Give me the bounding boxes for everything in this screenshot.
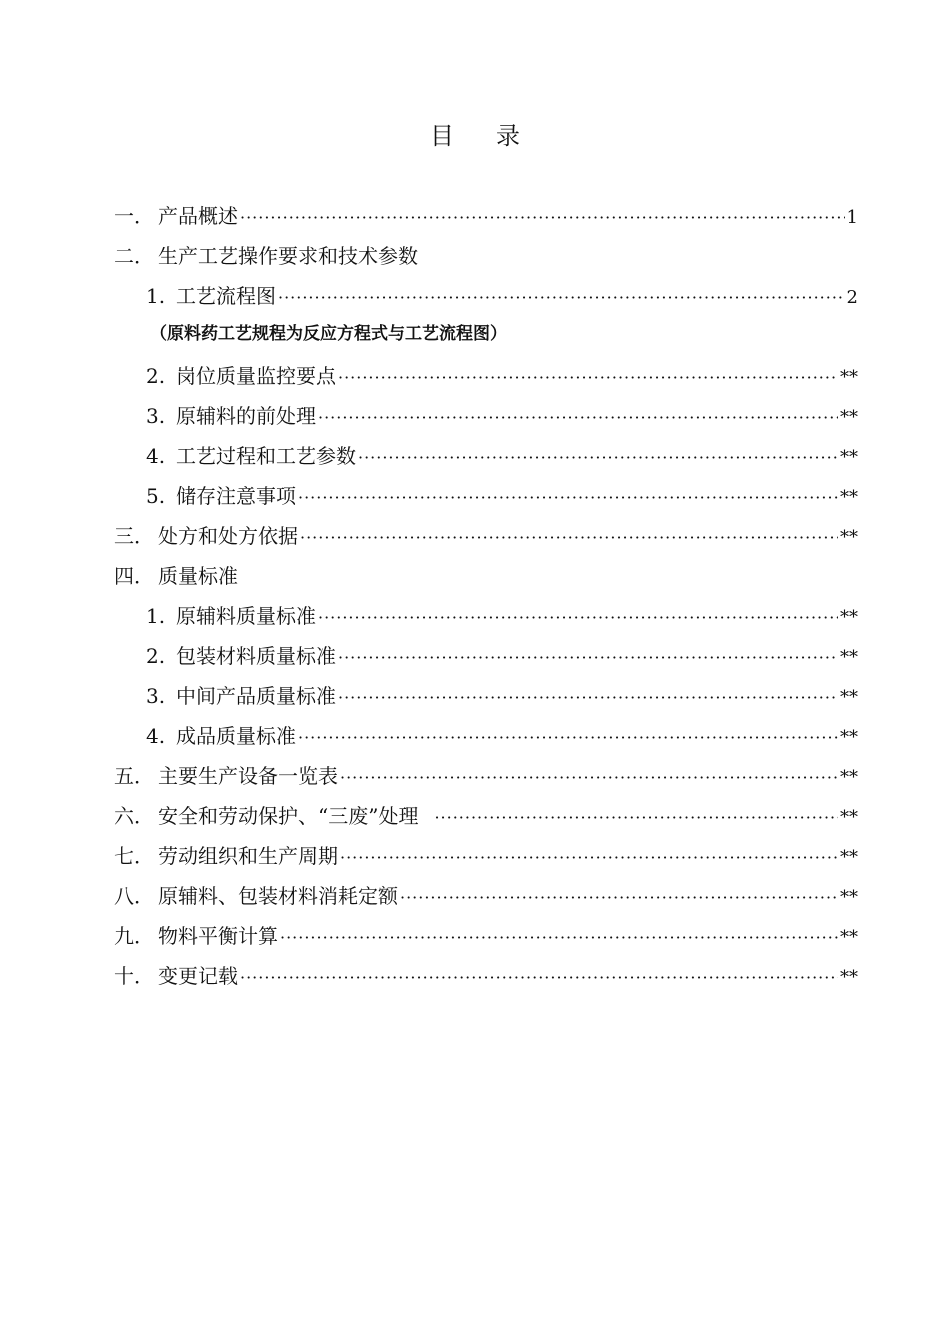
toc-entry-number: 六．	[114, 804, 154, 828]
toc-leader-dots	[318, 598, 838, 638]
toc-entry-page: **	[840, 487, 858, 508]
toc-entry	[114, 556, 858, 596]
toc-entry-number: 2.	[146, 644, 166, 668]
toc-entry-page: **	[840, 887, 858, 908]
toc-entry-label: 原辅料、包装材料消耗定额	[158, 884, 398, 908]
toc-entry-number: 五．	[114, 764, 154, 788]
toc-entry-number: 1.	[146, 284, 166, 308]
toc-entry-label: 安全和劳动保护、“三废”处理	[158, 804, 419, 828]
toc-entry	[146, 716, 858, 756]
toc-entry-number: 3.	[146, 404, 166, 428]
toc-entry-page: **	[840, 407, 858, 428]
toc-leader-dots	[240, 958, 838, 998]
toc-entry-label: 质量标准	[158, 564, 238, 588]
toc-entry-number: 1.	[146, 604, 166, 628]
toc-entry	[146, 676, 858, 716]
toc-entry-page: **	[840, 527, 858, 548]
toc-entry-label: 中间产品质量标准	[176, 684, 336, 708]
toc-entry-label: 物料平衡计算	[158, 924, 278, 948]
toc-entry	[146, 596, 858, 636]
toc-entry-page: **	[840, 727, 858, 748]
toc-entry-label: 主要生产设备一览表	[158, 764, 338, 788]
toc-entry-page: **	[840, 607, 858, 628]
toc-entry	[114, 836, 858, 876]
toc-entry	[146, 276, 858, 316]
toc-leader-dots	[280, 918, 838, 958]
toc-leader-dots	[278, 278, 845, 318]
toc-entry	[114, 196, 858, 236]
toc-entry-page: **	[840, 687, 858, 708]
toc-entry-label: 产品概述	[158, 204, 238, 228]
toc-entry-page: **	[840, 967, 858, 988]
toc-entry-label: 变更记载	[158, 964, 238, 988]
toc-entry-number: 九．	[114, 924, 154, 948]
toc-title-char-2: 录	[496, 122, 520, 150]
toc-leader-dots	[434, 798, 838, 838]
toc-entry-label: 工艺过程和工艺参数	[176, 444, 356, 468]
toc-entry	[114, 516, 858, 556]
toc-entry-label: 劳动组织和生产周期	[158, 844, 338, 868]
toc-entry-label: 成品质量标准	[176, 724, 296, 748]
toc-entry-number: 二．	[114, 244, 154, 268]
toc-entry	[114, 876, 858, 916]
toc-entry	[114, 756, 858, 796]
toc-entry-page: 2	[846, 287, 858, 308]
toc-entry-page: **	[840, 807, 858, 828]
toc-leader-dots	[298, 718, 838, 758]
toc-leader-dots	[358, 438, 838, 478]
toc-entry-number: 八．	[114, 884, 154, 908]
toc-leader-dots	[338, 358, 838, 398]
toc-entry	[146, 476, 858, 516]
toc-entry	[146, 396, 858, 436]
toc-leader-dots	[338, 638, 838, 678]
toc-entry-number: 2.	[146, 364, 166, 388]
toc-leader-dots	[340, 758, 838, 798]
toc-entry-number: 三．	[114, 524, 154, 548]
toc-leader-dots	[240, 198, 845, 238]
toc-entry-number: 四．	[114, 564, 154, 588]
toc-entry-label: 处方和处方依据	[158, 524, 298, 548]
toc-entry-number: 十．	[114, 964, 154, 988]
toc-leader-dots	[340, 838, 838, 878]
toc-entry-label: 工艺流程图	[176, 284, 276, 308]
toc-entry	[146, 636, 858, 676]
toc-entry-number: 七．	[114, 844, 154, 868]
toc-entry-label: 储存注意事项	[176, 484, 296, 508]
toc-entry-number: 3.	[146, 684, 166, 708]
toc-title	[0, 116, 950, 151]
toc-entry	[146, 356, 858, 396]
toc-title-char-1: 目	[430, 122, 454, 150]
toc-entry	[114, 916, 858, 956]
toc-entry-label: 包装材料质量标准	[176, 644, 336, 668]
toc-entry-label: 生产工艺操作要求和技术参数	[158, 244, 418, 268]
toc-entry	[114, 796, 858, 836]
toc-entry-label: 岗位质量监控要点	[176, 364, 336, 388]
toc-entry-page: **	[840, 447, 858, 468]
toc-leader-dots	[338, 678, 838, 718]
toc-leader-dots	[318, 398, 838, 438]
toc-entry	[146, 436, 858, 476]
toc-entry-number: 4.	[146, 724, 166, 748]
toc-leader-dots	[400, 878, 838, 918]
toc-entry-page: **	[840, 927, 858, 948]
toc-entry	[114, 956, 858, 996]
toc-entry-page: **	[840, 767, 858, 788]
toc-entry-number: 5.	[146, 484, 166, 508]
toc-entry-label: 原辅料的前处理	[176, 404, 316, 428]
toc-entry-page: **	[840, 847, 858, 868]
toc-entry-page: 1	[846, 207, 858, 228]
toc-entry	[114, 236, 858, 276]
toc-entry-number: 一．	[114, 204, 154, 228]
toc-entry-number: 4.	[146, 444, 166, 468]
toc-entry-label: 原辅料质量标准	[176, 604, 316, 628]
toc-entry-page: **	[840, 647, 858, 668]
toc-entry-page: **	[840, 367, 858, 388]
toc-leader-dots	[300, 518, 838, 558]
toc-leader-dots	[298, 478, 838, 518]
toc-note: （原料药工艺规程为反应方程式与工艺流程图）	[150, 324, 507, 344]
